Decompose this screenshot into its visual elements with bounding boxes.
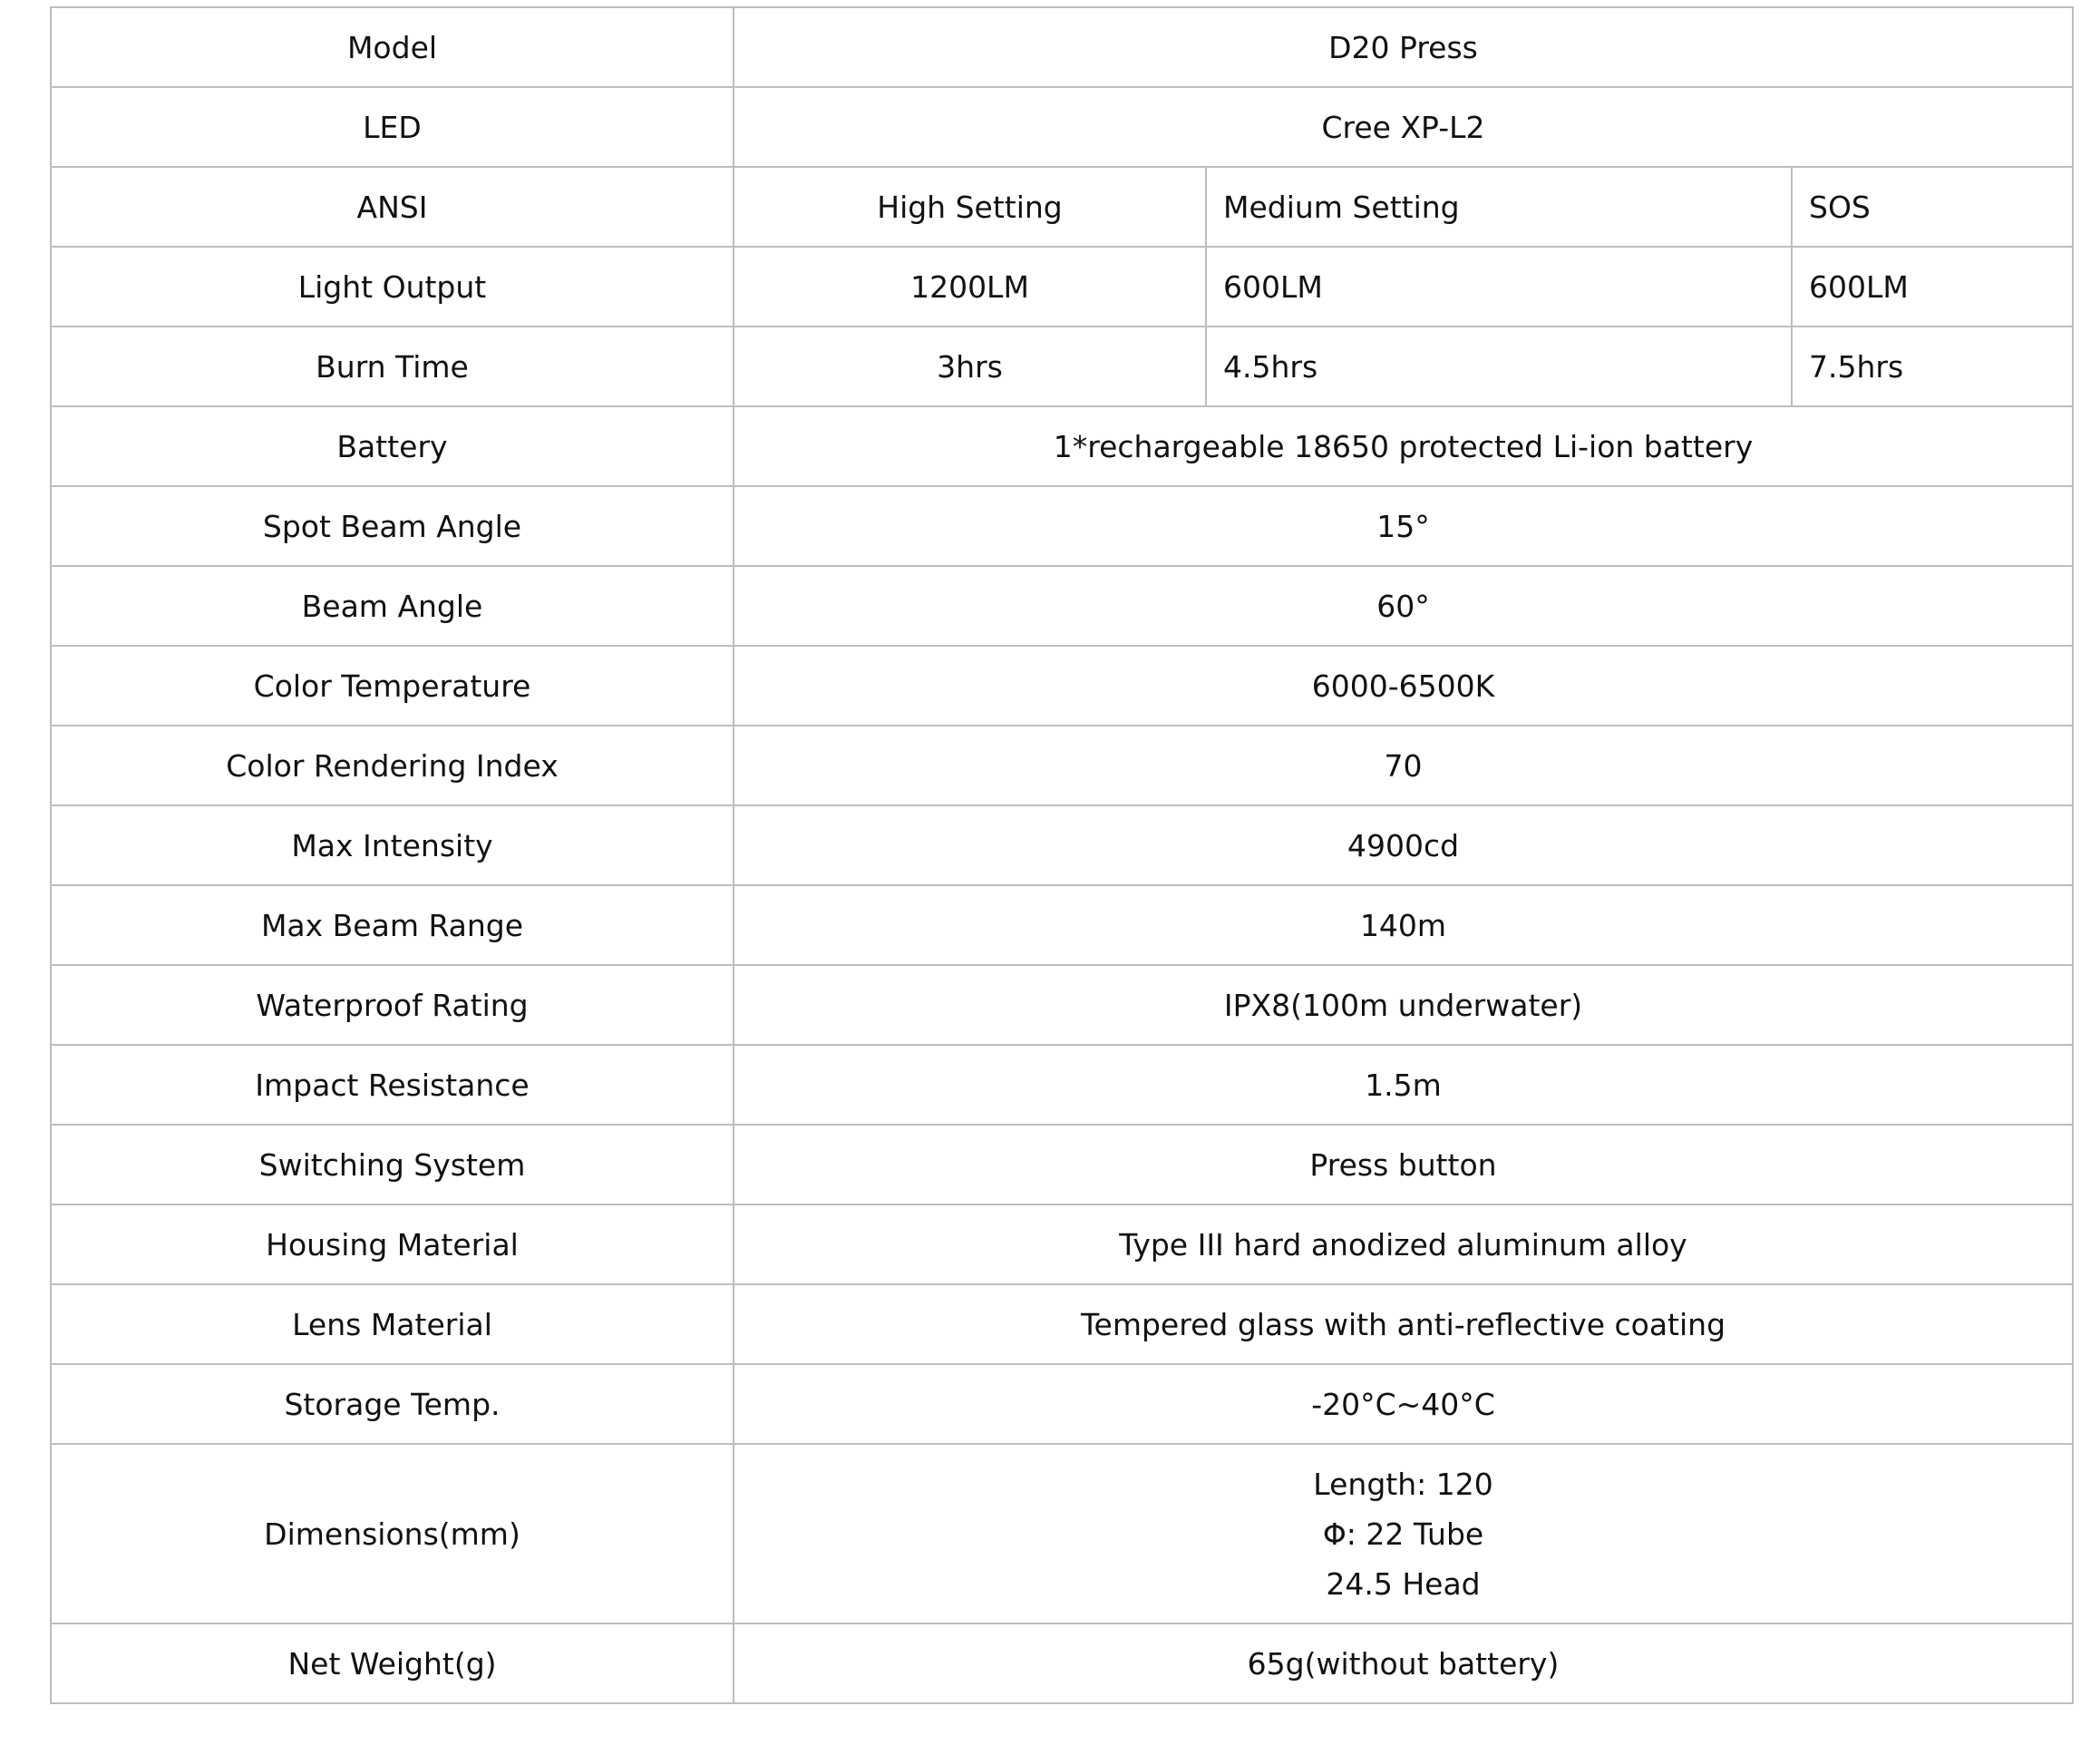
spec-row-beam-angle [51,566,2073,646]
spec-value: 70 [734,726,2073,805]
spec-table [50,6,2074,1704]
spec-value: Cree XP-L2 [734,87,2073,167]
spec-label: Color Temperature [51,646,734,726]
spec-label: ANSI [51,167,734,247]
spec-label: Max Intensity [51,805,734,885]
spec-row-cri [51,726,2073,805]
burn-time-high: 3hrs [734,327,1206,406]
spec-value: 1*rechargeable 18650 protected Li-ion battery [734,406,2073,486]
spec-label: Net Weight(g) [51,1623,734,1703]
spec-value: 140m [734,885,2073,965]
mode-high-header: High Setting [734,167,1206,247]
mode-medium-header: Medium Setting [1206,167,1792,247]
dimensions-values [734,1444,2073,1623]
spec-row-model [51,7,2073,87]
spec-row-battery [51,406,2073,486]
spec-label: Waterproof Rating [51,965,734,1045]
spec-label: Housing Material [51,1204,734,1284]
light-output-high: 1200LM [734,247,1206,327]
spec-value: 6000-6500K [734,646,2073,726]
spec-row-dimensions [51,1444,2073,1623]
dimension-tube: Φ: 22 Tube [1322,1516,1484,1552]
spec-row-storage-temp [51,1364,2073,1444]
spec-row-net-weight [51,1623,2073,1703]
spec-value: 60° [734,566,2073,646]
spec-row-housing [51,1204,2073,1284]
spec-row-light-output [51,247,2073,327]
spec-row-waterproof [51,965,2073,1045]
spec-row-max-beam-range [51,885,2073,965]
mode-sos-header: SOS [1792,167,2073,247]
spec-row-lens [51,1284,2073,1364]
spec-label: Impact Resistance [51,1045,734,1125]
spec-label: Burn Time [51,327,734,406]
spec-label: Storage Temp. [51,1364,734,1444]
spec-value: D20 Press [734,7,2073,87]
spec-value: 65g(without battery) [734,1623,2073,1703]
spec-row-spot-beam-angle [51,486,2073,566]
spec-value: 4900cd [734,805,2073,885]
spec-label: Beam Angle [51,566,734,646]
light-output-medium: 600LM [1206,247,1792,327]
dimension-length: Length: 120 [1313,1466,1493,1502]
spec-row-impact [51,1045,2073,1125]
spec-label: Battery [51,406,734,486]
burn-time-medium: 4.5hrs [1206,327,1792,406]
spec-label: Lens Material [51,1284,734,1364]
spec-label: LED [51,87,734,167]
spec-label: Switching System [51,1125,734,1204]
spec-value: IPX8(100m underwater) [734,965,2073,1045]
spec-label: Max Beam Range [51,885,734,965]
light-output-sos: 600LM [1792,247,2073,327]
spec-value: -20°C~40°C [734,1364,2073,1444]
spec-value: Type III hard anodized aluminum alloy [734,1204,2073,1284]
dimension-head: 24.5 Head [1326,1565,1481,1602]
spec-label: Spot Beam Angle [51,486,734,566]
spec-label: Color Rendering Index [51,726,734,805]
spec-value: Tempered glass with anti-reflective coating [734,1284,2073,1364]
spec-value: Press button [734,1125,2073,1204]
spec-row-burn-time [51,327,2073,406]
spec-row-led [51,87,2073,167]
spec-label: Model [51,7,734,87]
spec-value: 15° [734,486,2073,566]
spec-row-switching [51,1125,2073,1204]
burn-time-sos: 7.5hrs [1792,327,2073,406]
spec-value: 1.5m [734,1045,2073,1125]
spec-row-color-temperature [51,646,2073,726]
spec-label: Dimensions(mm) [51,1444,734,1623]
spec-row-max-intensity [51,805,2073,885]
spec-row-ansi [51,167,2073,247]
spec-label: Light Output [51,247,734,327]
